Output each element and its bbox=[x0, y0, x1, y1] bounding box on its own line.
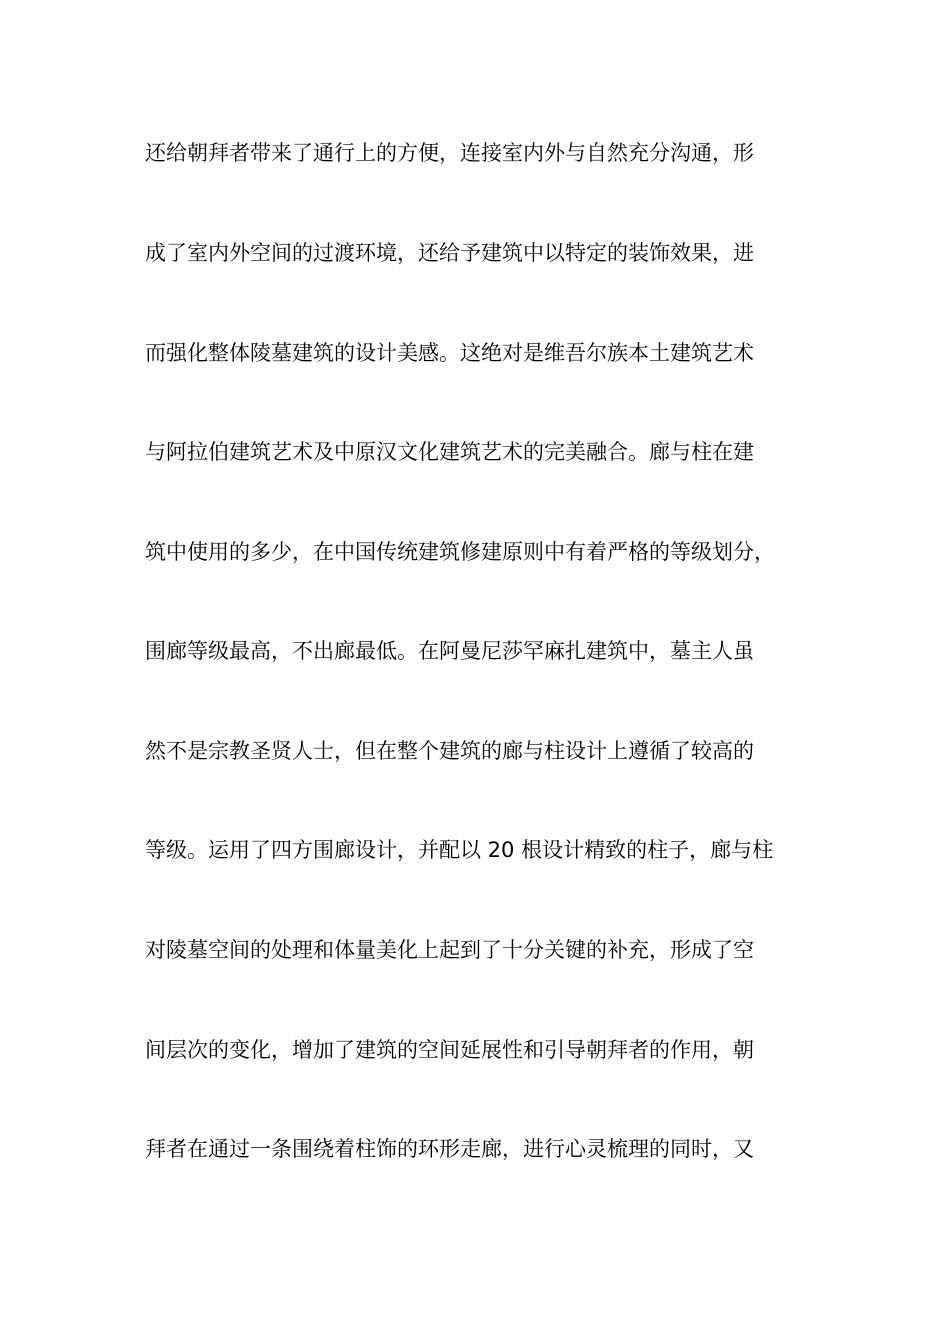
body-text-line: 还给朝拜者带来了通行上的方便，连接室内外与自然充分沟通，形 bbox=[145, 141, 754, 165]
body-text-line: 等级。运用了四方围廊设计，并配以 20 根设计精致的柱子，廊与柱 bbox=[145, 838, 774, 862]
body-text-line: 拜者在通过一条围绕着柱饰的环形走廊，进行心灵梳理的同时，又 bbox=[145, 1137, 754, 1161]
body-text-line: 围廊等级最高，不出廊最低。在阿曼尼莎罕麻扎建筑中，墓主人虽 bbox=[145, 639, 754, 663]
body-text-line: 筑中使用的多少，在中国传统建筑修建原则中有着严格的等级划分， bbox=[145, 540, 775, 564]
body-text-line: 间层次的变化，增加了建筑的空间延展性和引导朝拜者的作用，朝 bbox=[145, 1038, 754, 1062]
body-text-line: 成了室内外空间的过渡环境，还给予建筑中以特定的装饰效果，进 bbox=[145, 241, 754, 265]
body-text-line: 然不是宗教圣贤人士，但在整个建筑的廊与柱设计上遵循了较高的 bbox=[145, 739, 754, 763]
body-text-line: 与阿拉伯建筑艺术及中原汉文化建筑艺术的完美融合。廊与柱在建 bbox=[145, 440, 754, 464]
body-text-line: 而强化整体陵墓建筑的设计美感。这绝对是维吾尔族本土建筑艺术 bbox=[145, 341, 754, 365]
body-text-line: 对陵墓空间的处理和体量美化上起到了十分关键的补充，形成了空 bbox=[145, 938, 754, 962]
